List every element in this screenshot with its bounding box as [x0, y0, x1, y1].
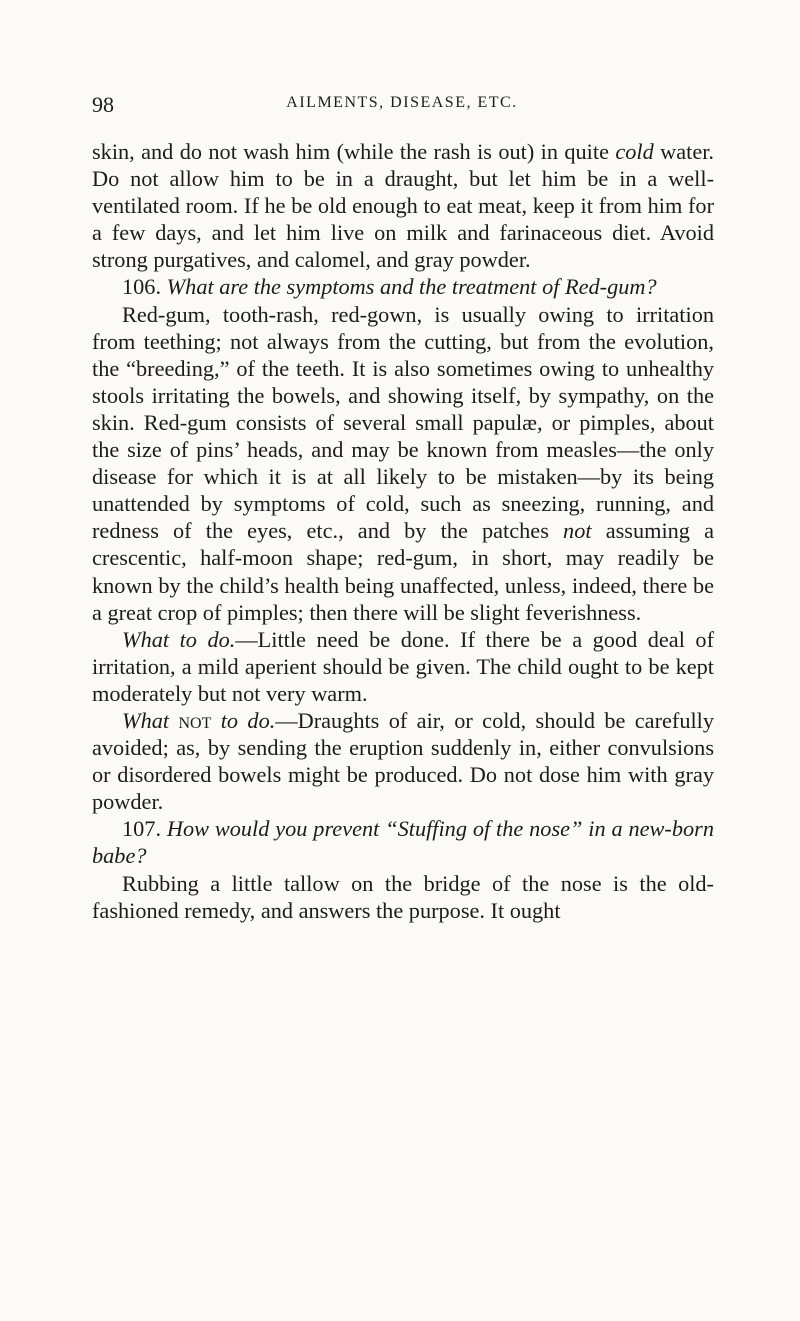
text-run: assuming a crescentic, half-moon shape; red-gum, in short, may readily be known by the child’s health being unaffected, unless, indeed, there be a great crop of pimples; then there will be slight feverishness.	[92, 518, 714, 625]
question-106	[92, 273, 714, 300]
text-run: Red-gum, tooth-rash, red-gown, is usually owing to irritation from teething; not always from the cutting, but from the evolution, the “breeding,” of the teeth. It is also sometimes owing to unhealthy stools irritating the bowels, and showing itself, by sympathy, on the skin. Red-gum consists of several small papulæ, or pimples, about the size of pins’ heads, and may be known from measles—the only disease for which it is at all likely to be mistaken—by its being unattended by symptoms of cold, such as sneezing, running, and redness of the eyes, etc., and by the patches	[92, 301, 714, 544]
answer-paragraph	[92, 870, 714, 924]
subheading-what-to-do: What to do.	[122, 626, 236, 652]
question-text-emphasis: Stuffing of the nose	[397, 816, 571, 842]
question-number: 106.	[122, 274, 167, 300]
subheading-what-not-to-do: What	[122, 707, 179, 733]
question-number: 107.	[122, 816, 167, 842]
small-caps-not: not	[178, 707, 212, 733]
italic-text: cold	[615, 139, 654, 164]
italic-text: not	[563, 518, 592, 544]
page-number: 98	[92, 92, 114, 117]
question-text: What are the symptoms and the treatment of Red-gum?	[166, 274, 657, 300]
question-text: ” in a new-born babe?	[92, 816, 714, 869]
what-not-to-do-paragraph	[92, 707, 714, 815]
text-run: water. Do not allow him to be in a draught, but let him be in a well-ventilated room. If he be old enough to eat meat, keep it from him for a few days, and let him live on milk and farinaceous diet. Avoid strong purgatives, and calomel, and gray powder.	[92, 139, 714, 273]
paragraph-continuation	[92, 138, 714, 273]
text-run: —Little need be done. If there be a good deal of irritation, a mild aperient should be given. The child ought to be kept moderately but not very warm.	[92, 626, 714, 706]
answer-paragraph	[92, 301, 714, 626]
body-text	[92, 138, 714, 924]
page-header	[92, 92, 712, 120]
text-run: Rubbing a little tallow on the bridge of the nose is the old-fashioned remedy, and answers the purpose. It ought	[92, 870, 714, 923]
what-to-do-paragraph	[92, 626, 714, 707]
running-title: AILMENTS, DISEASE, ETC.	[286, 94, 518, 111]
question-text: How would you prevent “	[166, 816, 398, 842]
text-run: —Draughts of air, or cold, should be carefully avoided; as, by sending the eruption suddenly in, either convulsions or disordered bowels might be produced. Do not dose him with gray powder.	[92, 707, 715, 815]
question-107	[92, 815, 714, 869]
subheading-to-do: to do.	[211, 707, 276, 733]
text-run: skin, and do not wash him (while the rash is out) in quite	[92, 139, 616, 164]
